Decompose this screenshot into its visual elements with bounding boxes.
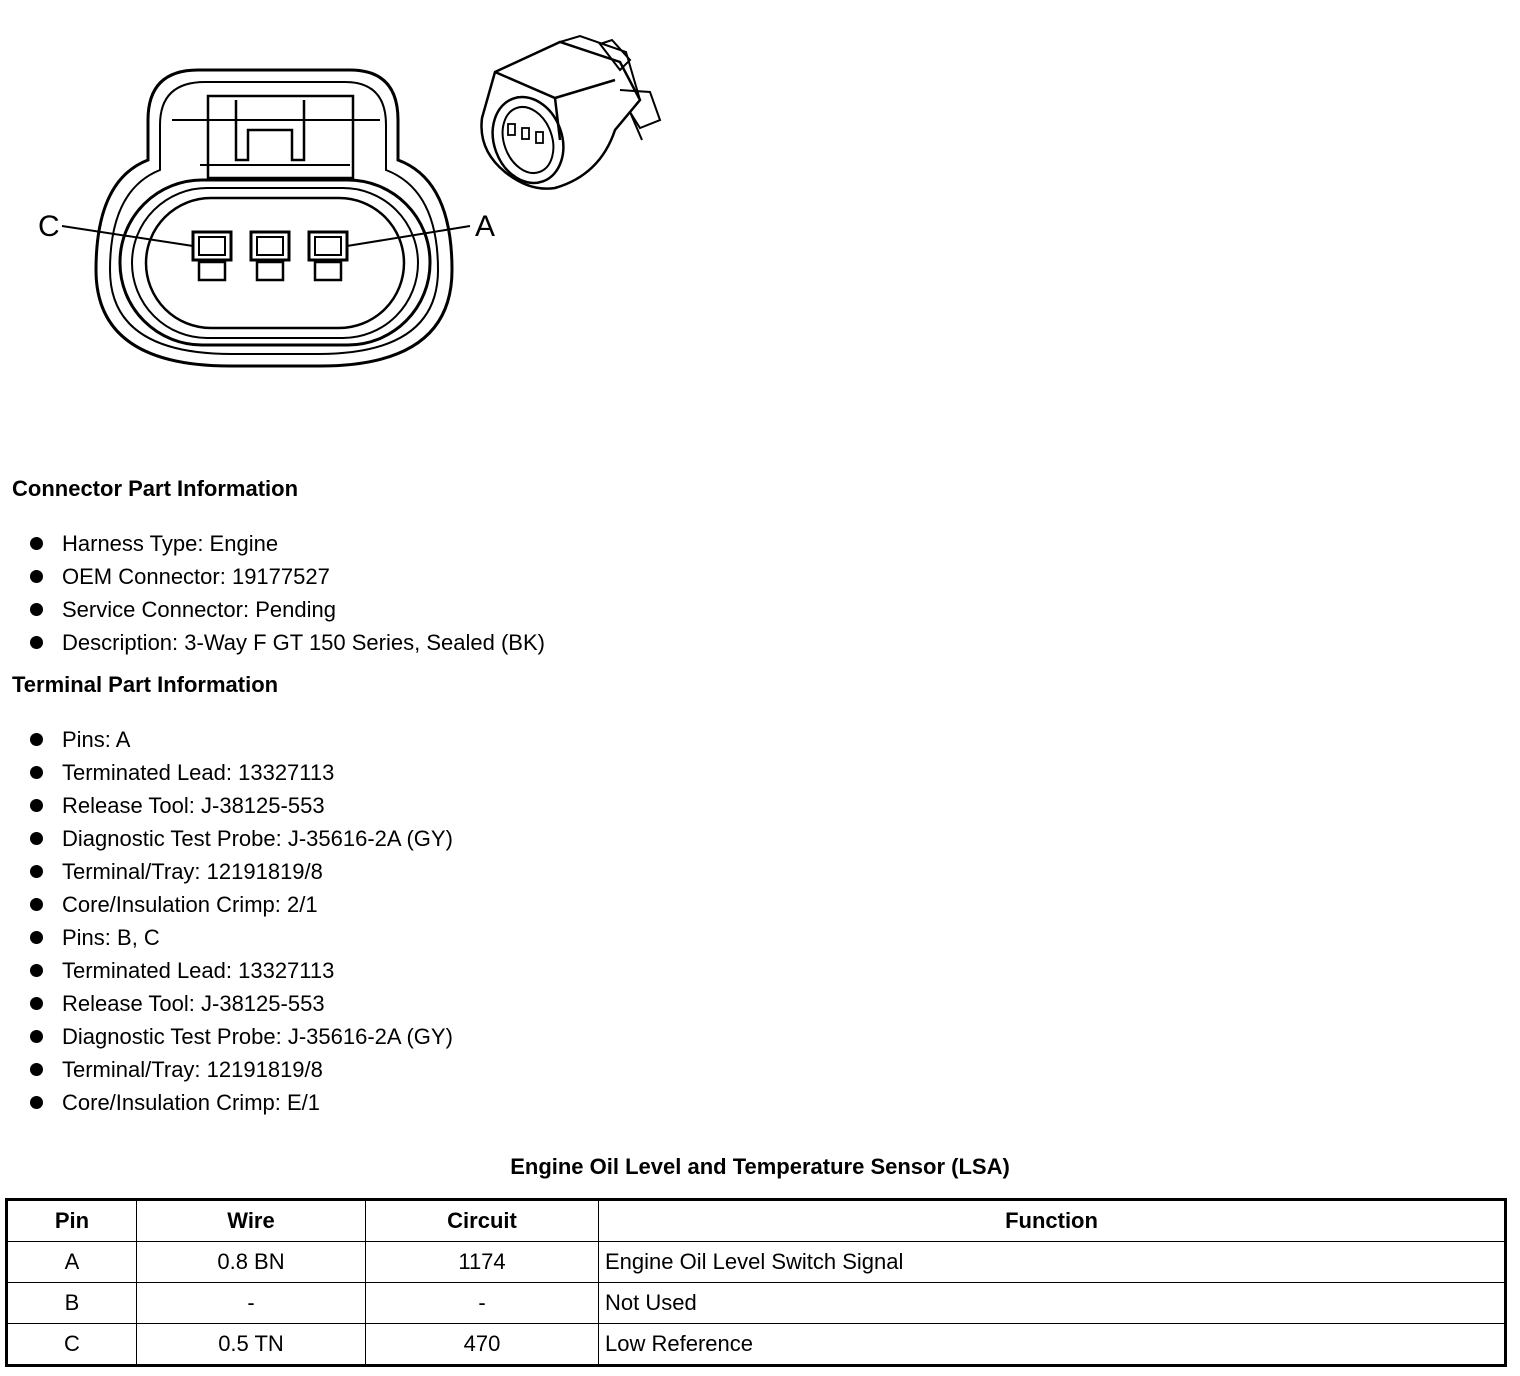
cell-circuit: 1174 — [366, 1242, 599, 1283]
cell-pin: C — [7, 1324, 137, 1366]
list-item: Pins: B, C — [28, 921, 453, 954]
connector-outer-shell — [96, 70, 452, 366]
cell-pin: B — [7, 1283, 137, 1324]
cell-circuit: - — [366, 1283, 599, 1324]
list-item: Core/Insulation Crimp: E/1 — [28, 1086, 453, 1119]
list-item: Terminated Lead: 13327113 — [28, 954, 453, 987]
connector-isometric-icon — [481, 36, 660, 193]
list-item: Terminated Lead: 13327113 — [28, 756, 453, 789]
table-row — [7, 1324, 1506, 1366]
table-caption: Engine Oil Level and Temperature Sensor (LSA) — [510, 1154, 1010, 1179]
list-item: Pins: A — [28, 723, 453, 756]
list-item: Harness Type: Engine — [28, 527, 545, 560]
pin-label-a: A — [475, 210, 496, 243]
pin-label-c: C — [38, 210, 60, 243]
header-circuit: Circuit — [366, 1200, 599, 1242]
header-pin: Pin — [7, 1200, 137, 1242]
cell-wire: - — [137, 1283, 366, 1324]
cell-circuit: 470 — [366, 1324, 599, 1366]
list-item: OEM Connector: 19177527 — [28, 560, 545, 593]
connector-inner-shell — [110, 82, 438, 354]
list-item: Description: 3-Way F GT 150 Series, Sealed (BK) — [28, 626, 545, 659]
pin-table — [5, 1198, 1507, 1367]
list-item: Diagnostic Test Probe: J-35616-2A (GY) — [28, 822, 453, 855]
list-item: Core/Insulation Crimp: 2/1 — [28, 888, 453, 921]
cell-function: Low Reference — [599, 1324, 1506, 1366]
table-row — [7, 1242, 1506, 1283]
list-item: Diagnostic Test Probe: J-35616-2A (GY) — [28, 1020, 453, 1053]
list-item: Release Tool: J-38125-553 — [28, 789, 453, 822]
header-function: Function — [599, 1200, 1506, 1242]
list-item: Terminal/Tray: 12191819/8 — [28, 1053, 453, 1086]
terminal-info-list — [28, 723, 453, 1119]
latch-tab — [236, 100, 304, 160]
list-item: Terminal/Tray: 12191819/8 — [28, 855, 453, 888]
list-item: Service Connector: Pending — [28, 593, 545, 626]
table-header-row — [7, 1200, 1506, 1242]
cell-function: Engine Oil Level Switch Signal — [599, 1242, 1506, 1283]
table-row — [7, 1283, 1506, 1324]
cell-wire: 0.8 BN — [137, 1242, 366, 1283]
connector-info-list — [28, 527, 545, 659]
connector-diagram — [0, 0, 700, 400]
list-item: Release Tool: J-38125-553 — [28, 987, 453, 1020]
cell-function: Not Used — [599, 1283, 1506, 1324]
header-wire: Wire — [137, 1200, 366, 1242]
connector-info-title: Connector Part Information — [12, 476, 299, 501]
cell-pin: A — [7, 1242, 137, 1283]
cell-wire: 0.5 TN — [137, 1324, 366, 1366]
terminal-info-title: Terminal Part Information — [12, 672, 279, 697]
